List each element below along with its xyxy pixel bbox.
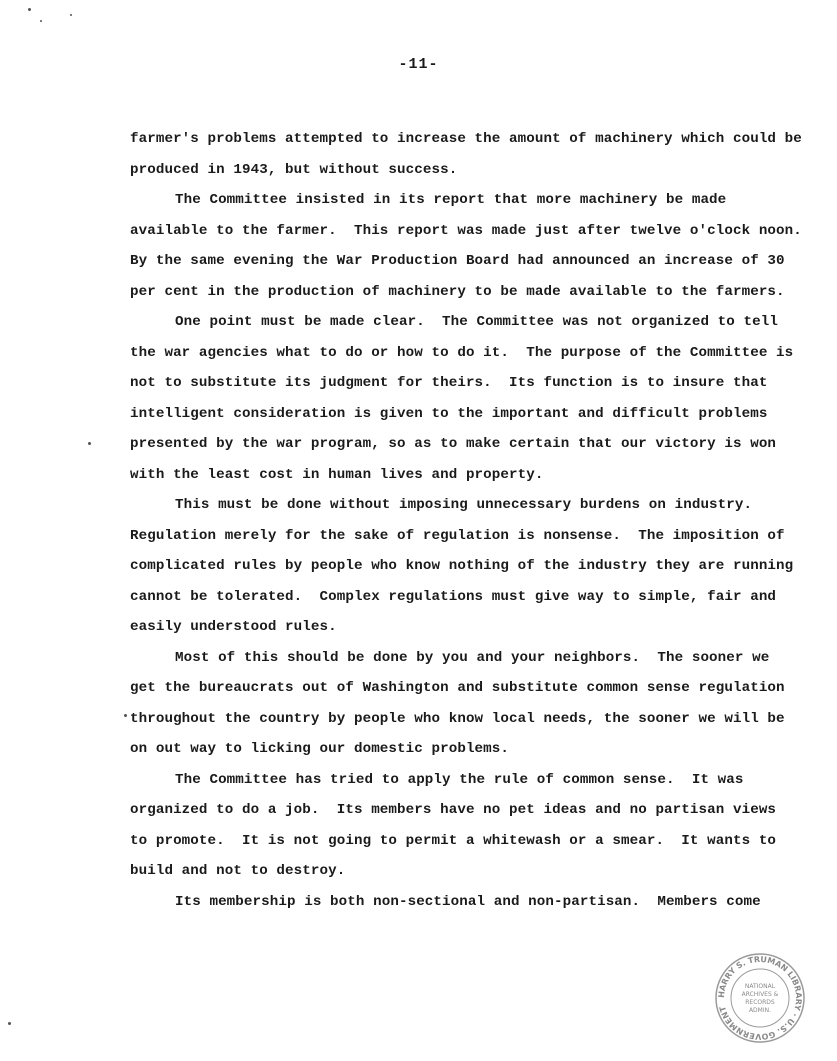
scan-speck — [70, 14, 72, 16]
text-line: Most of this should be done by you and your neighbors. The sooner we — [175, 649, 770, 666]
scan-speck — [40, 20, 42, 22]
scan-speck — [28, 8, 31, 11]
text-line: not to substitute its judgment for theirs. Its function is to insure that — [130, 375, 768, 391]
text-line: available to the farmer. This report was made just after twelve o'clock noon. — [130, 222, 802, 239]
scan-speck — [124, 714, 127, 717]
text-line: organized to do a job. Its members have no pet ideas and no partisan views — [130, 802, 777, 818]
paragraph — [130, 887, 830, 918]
text-line: throughout the country by people who know local needs, the sooner we will be — [130, 710, 785, 727]
text-line: easily understood rules. — [130, 619, 337, 635]
scan-speck — [8, 1022, 11, 1025]
paragraph — [130, 307, 830, 490]
text-line: to promote. It is not going to permit a whitewash or a smear. It wants to — [130, 832, 777, 849]
text-line: By the same evening the War Production Board had announced an increase of 30 — [130, 253, 785, 269]
text-line: Its membership is both non-sectional and non-partisan. Members come — [175, 893, 761, 910]
text-line: the war agencies what to do or how to do it. The purpose of the Committee is — [130, 344, 794, 361]
stamp-inner-line: NATIONAL — [744, 983, 776, 990]
text-line: produced in 1943, but without success. — [130, 161, 458, 178]
stamp-inner-line: ADMIN. — [748, 1007, 772, 1014]
text-line: One point must be made clear. The Committee was not organized to tell — [175, 314, 778, 330]
text-line: per cent in the production of machinery to be made available to the farmers. — [130, 283, 785, 300]
archive-stamp — [714, 952, 806, 1044]
scan-speck — [88, 442, 91, 445]
text-line: cannot be tolerated. Complex regulations must give way to simple, fair and — [130, 588, 777, 605]
text-line: complicated rules by people who know nothing of the industry they are running — [130, 558, 794, 574]
stamp-outer-text: HARRY S. TRUMAN LIBRARY · U.S. GOVERNMENT — [716, 954, 804, 1042]
text-line: farmer's problems attempted to increase the amount of machinery which could be — [130, 131, 802, 147]
page-number: -11- — [398, 56, 439, 73]
text-line: This must be done without imposing unnecessary burdens on industry. — [175, 497, 753, 513]
paragraph — [130, 124, 830, 185]
paragraph — [130, 765, 830, 887]
text-line: presented by the war program, so as to make certain that our victory is won — [130, 436, 777, 452]
paragraph — [130, 185, 830, 307]
stamp-inner-line: ARCHIVES & — [741, 991, 779, 998]
text-line: Regulation merely for the sake of regulation is nonsense. The imposition of — [130, 527, 785, 544]
text-line: build and not to destroy. — [130, 863, 346, 879]
text-line: with the least cost in human lives and property. — [130, 466, 544, 483]
text-line: The Committee has tried to apply the rule of common sense. It was — [175, 771, 744, 788]
text-line: get the bureaucrats out of Washington and substitute common sense regulation — [130, 680, 785, 696]
text-line: on out way to licking our domestic problems. — [130, 741, 510, 757]
paragraph — [130, 490, 830, 643]
text-line: The Committee insisted in its report that more machinery be made — [175, 192, 727, 208]
body-text — [130, 124, 830, 917]
text-line: intelligent consideration is given to the important and difficult problems — [130, 405, 768, 422]
paragraph — [130, 643, 830, 765]
stamp-inner-line: RECORDS — [745, 999, 775, 1006]
